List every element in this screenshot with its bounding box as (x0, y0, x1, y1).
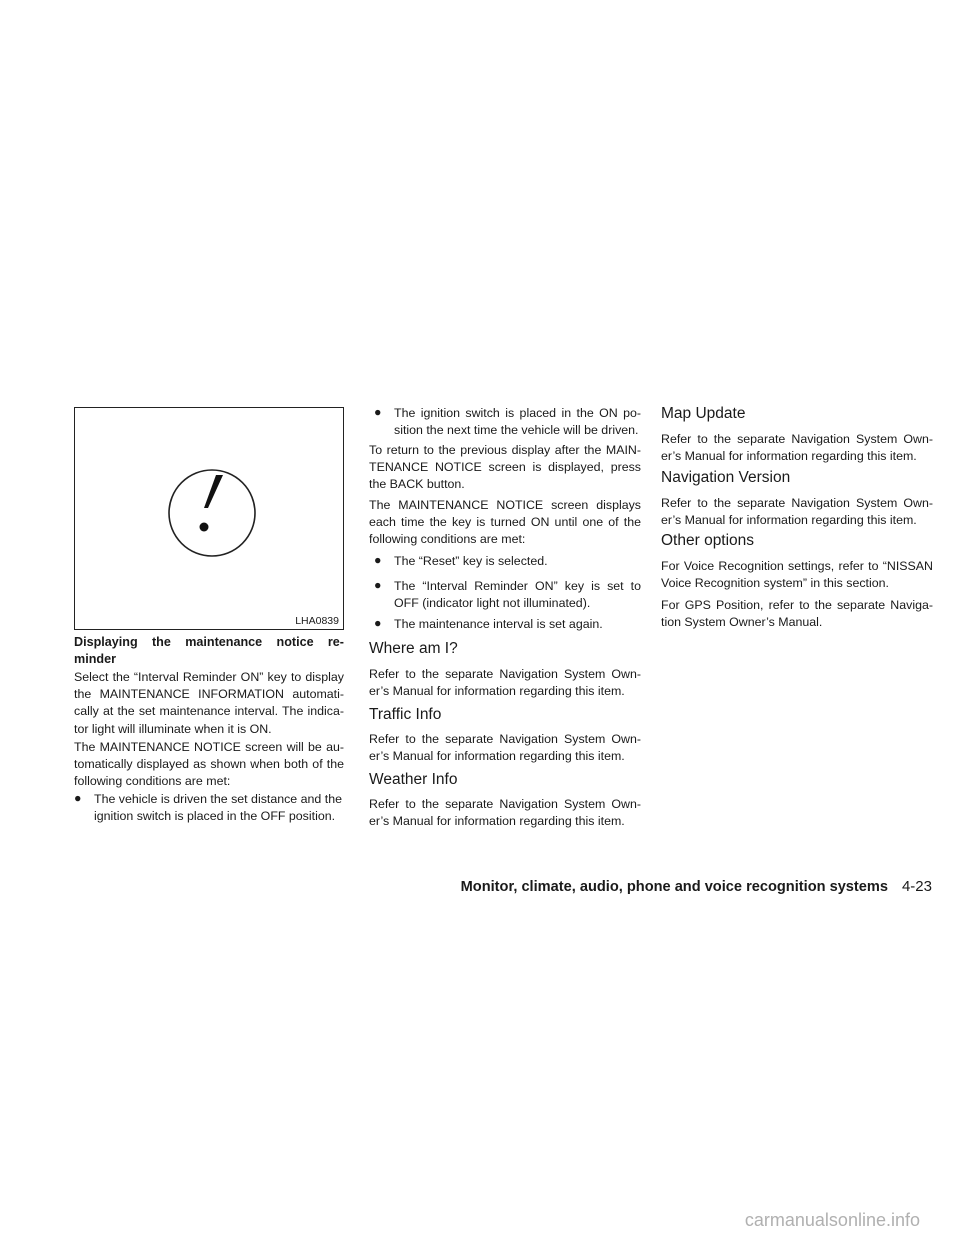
paragraph-maintenance-notice-auto: The MAINTENANCE NOTICE screen will be au- tomatically displayed as shown when both of the following conditions are met: (74, 740, 344, 789)
bullet-text: The maintenance interval is set again. (394, 617, 603, 631)
heading-weather-info: Weather Info (369, 771, 458, 788)
heading-line-2: minder (74, 652, 116, 666)
paragraph-navigation-version: Refer to the separate Navigation System Own- er’s Manual for information regarding this item. (661, 496, 933, 528)
list-item (374, 578, 641, 612)
paragraph-weather-info: Refer to the separate Navigation System Own- er’s Manual for information regarding this item. (369, 797, 641, 829)
paragraph-voice-recognition: For Voice Recognition settings, refer to “NISSAN Voice Recognition system” in this section. (661, 559, 933, 591)
bullet-icon: ● (74, 791, 82, 805)
figure-label: LHA0839 (292, 614, 342, 628)
warning-exclamation-icon (75, 408, 343, 629)
list-item (74, 791, 342, 825)
bullet-icon: ● (374, 405, 382, 419)
list-item (374, 616, 641, 633)
bullet-icon: ● (374, 578, 382, 592)
heading-map-update: Map Update (661, 405, 746, 422)
watermark: carmanualsonline.info (744, 1210, 920, 1230)
bullet-text: The “Interval Reminder ON” key is set to OFF (indicator light not illuminated). (394, 579, 641, 611)
paragraph-return-display: To return to the previous display after the MAIN- TENANCE NOTICE screen is displayed, press the BACK button. (369, 443, 641, 492)
bullet-icon: ● (374, 616, 382, 630)
heading-other-options: Other options (661, 532, 755, 549)
paragraph-displays-each-time: The MAINTENANCE NOTICE screen displays each time the key is turned ON until one of the following conditions are met: (369, 498, 641, 547)
bullet-icon: ● (374, 553, 382, 567)
heading-line-1: Displaying the maintenance notice re- (74, 635, 344, 649)
bullet-text: The ignition switch is placed in the ON po- sition the next time the vehicle will be driven. (394, 406, 641, 438)
page-number: 4-23 (901, 878, 932, 895)
footer-section-title: Monitor, climate, audio, phone and voice recognition systems (460, 879, 888, 895)
paragraph-map-update: Refer to the separate Navigation System Own- er’s Manual for information regarding this item. (661, 432, 933, 464)
page-footer (0, 878, 960, 898)
section-heading-maintenance-notice (74, 634, 344, 668)
list-item (374, 405, 641, 439)
bullet-text: The vehicle is driven the set distance and the ignition switch is placed in the OFF position. (94, 792, 342, 824)
warning-figure (74, 407, 344, 630)
heading-navigation-version: Navigation Version (661, 469, 791, 486)
heading-where-am-i: Where am I? (369, 640, 458, 657)
paragraph-select-interval: Select the “Interval Reminder ON” key to display the MAINTENANCE INFORMATION automati- cally at the set maintenance interval. The indica- tor light will illuminate when it is ON. (74, 670, 344, 736)
list-item (374, 553, 641, 570)
paragraph-traffic-info: Refer to the separate Navigation System Own- er’s Manual for information regarding this item. (369, 732, 641, 764)
paragraph-where-am-i: Refer to the separate Navigation System Own- er’s Manual for information regarding this item. (369, 667, 641, 699)
heading-traffic-info: Traffic Info (369, 706, 442, 723)
paragraph-gps-position: For GPS Position, refer to the separate Naviga- tion System Owner’s Manual. (661, 598, 933, 630)
bullet-text: The “Reset” key is selected. (394, 554, 548, 568)
